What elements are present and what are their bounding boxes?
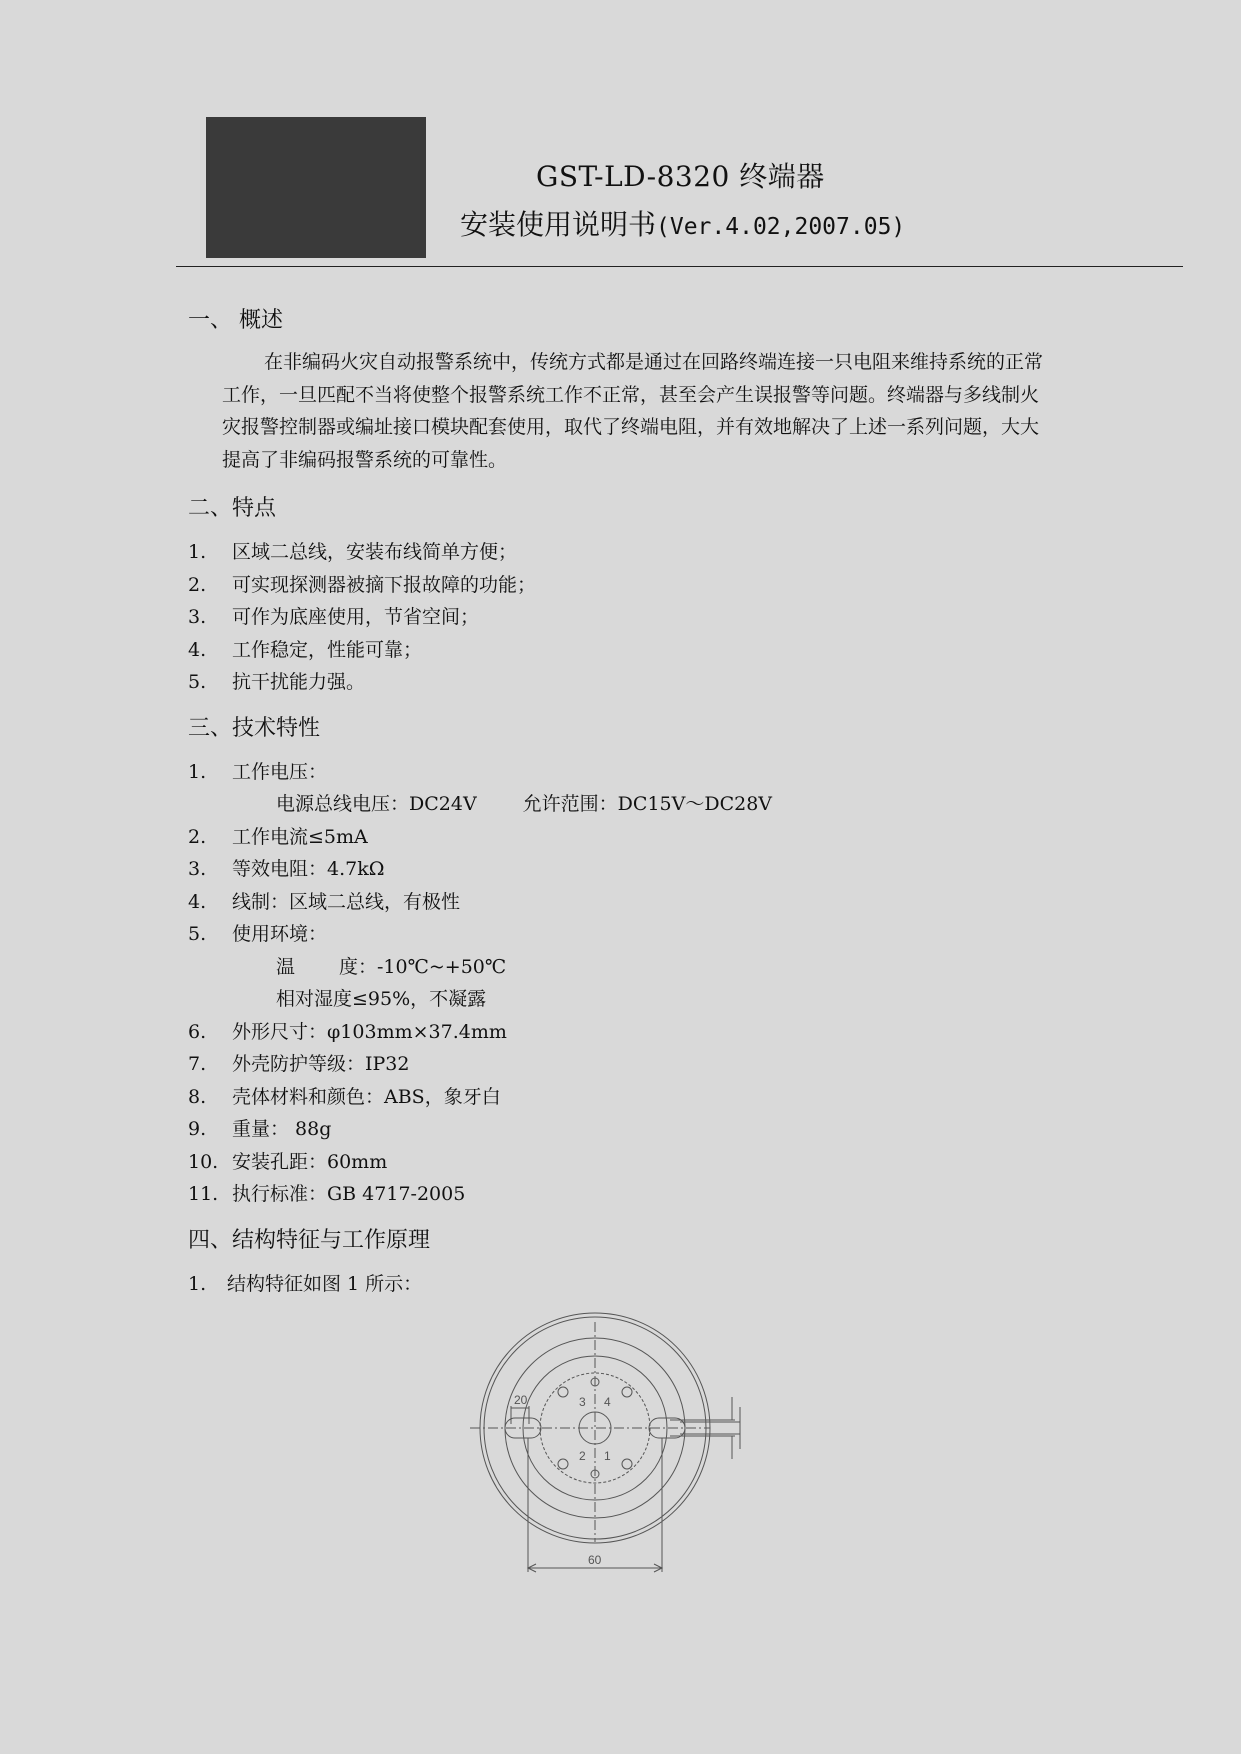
section-heading-features: 二、特点 (188, 496, 277, 521)
section-heading-specs: 三、技术特性 (188, 716, 321, 741)
feature-item: 1. 区域二总线，安装布线简单方便； (188, 541, 518, 563)
overview-paragraph: 在非编码火灾自动报警系统中，传统方式都是通过在回路终端连接一只电阻来维持系统的正常工作，一旦匹配不当将使整个报警系统工作不正常，甚至会产生误报警等问题。终端器与多线制火灾报警控制器或编址接口模块配套使用，取代了终端电阻，并有效地解决了上述一系列问题，大大提高了非编码报警系统的可靠性。 (222, 351, 1044, 471)
logo-block (206, 117, 426, 258)
dimension-label-20: 20 (514, 1393, 528, 1407)
subtitle-main: 安装使用说明书 (460, 208, 657, 241)
terminal-label: 3 (579, 1395, 586, 1409)
terminal-label: 1 (604, 1449, 611, 1463)
spec-item: 1. 工作电压： (188, 761, 328, 783)
terminal-label: 2 (579, 1449, 586, 1463)
version-label: (Ver.4.02,2007.05) (656, 214, 906, 240)
feature-item: 5. 抗干扰能力强。 (188, 671, 366, 693)
structure-drawing (470, 1302, 770, 1582)
feature-item: 4. 工作稳定，性能可靠； (188, 639, 423, 661)
section-heading-overview: 一、 概述 (188, 308, 283, 333)
spec-item: 5. 使用环境： (188, 923, 328, 945)
spec-voltage-detail: 电源总线电压：DC24V 允许范围：DC15V～DC28V (276, 793, 773, 815)
spec-env-temperature: 温 度：-10℃~+50℃ (276, 956, 507, 978)
document-subtitle (460, 203, 905, 243)
spec-item: 11. 执行标准：GB 4717-2005 (188, 1183, 466, 1205)
spec-item: 3. 等效电阻：4.7kΩ (188, 858, 385, 880)
spec-env-humidity: 相对湿度≤95%，不凝露 (276, 988, 487, 1010)
dimension-label-60: 60 (588, 1553, 602, 1567)
structure-item: 1. 结构特征如图 1 所示： (188, 1273, 423, 1295)
spec-item: 8. 壳体材料和颜色：ABS，象牙白 (188, 1086, 501, 1108)
spec-item: 6. 外形尺寸：φ103mm×37.4mm (188, 1021, 507, 1043)
spec-item: 7. 外壳防护等级：IP32 (188, 1053, 410, 1075)
spec-item: 4. 线制：区域二总线，有极性 (188, 891, 461, 913)
section-heading-structure: 四、结构特征与工作原理 (188, 1228, 431, 1253)
terminal-label: 4 (604, 1395, 611, 1409)
spec-item: 10. 安装孔距：60mm (188, 1151, 388, 1173)
document-title: GST-LD-8320 终端器 (536, 160, 825, 193)
spec-item: 2. 工作电流≤5mA (188, 826, 368, 848)
spec-item: 9. 重量： 88g (188, 1118, 332, 1140)
header-rule (176, 266, 1183, 267)
feature-item: 3. 可作为底座使用，节省空间； (188, 606, 480, 628)
feature-item: 2. 可实现探测器被摘下报故障的功能； (188, 574, 537, 596)
